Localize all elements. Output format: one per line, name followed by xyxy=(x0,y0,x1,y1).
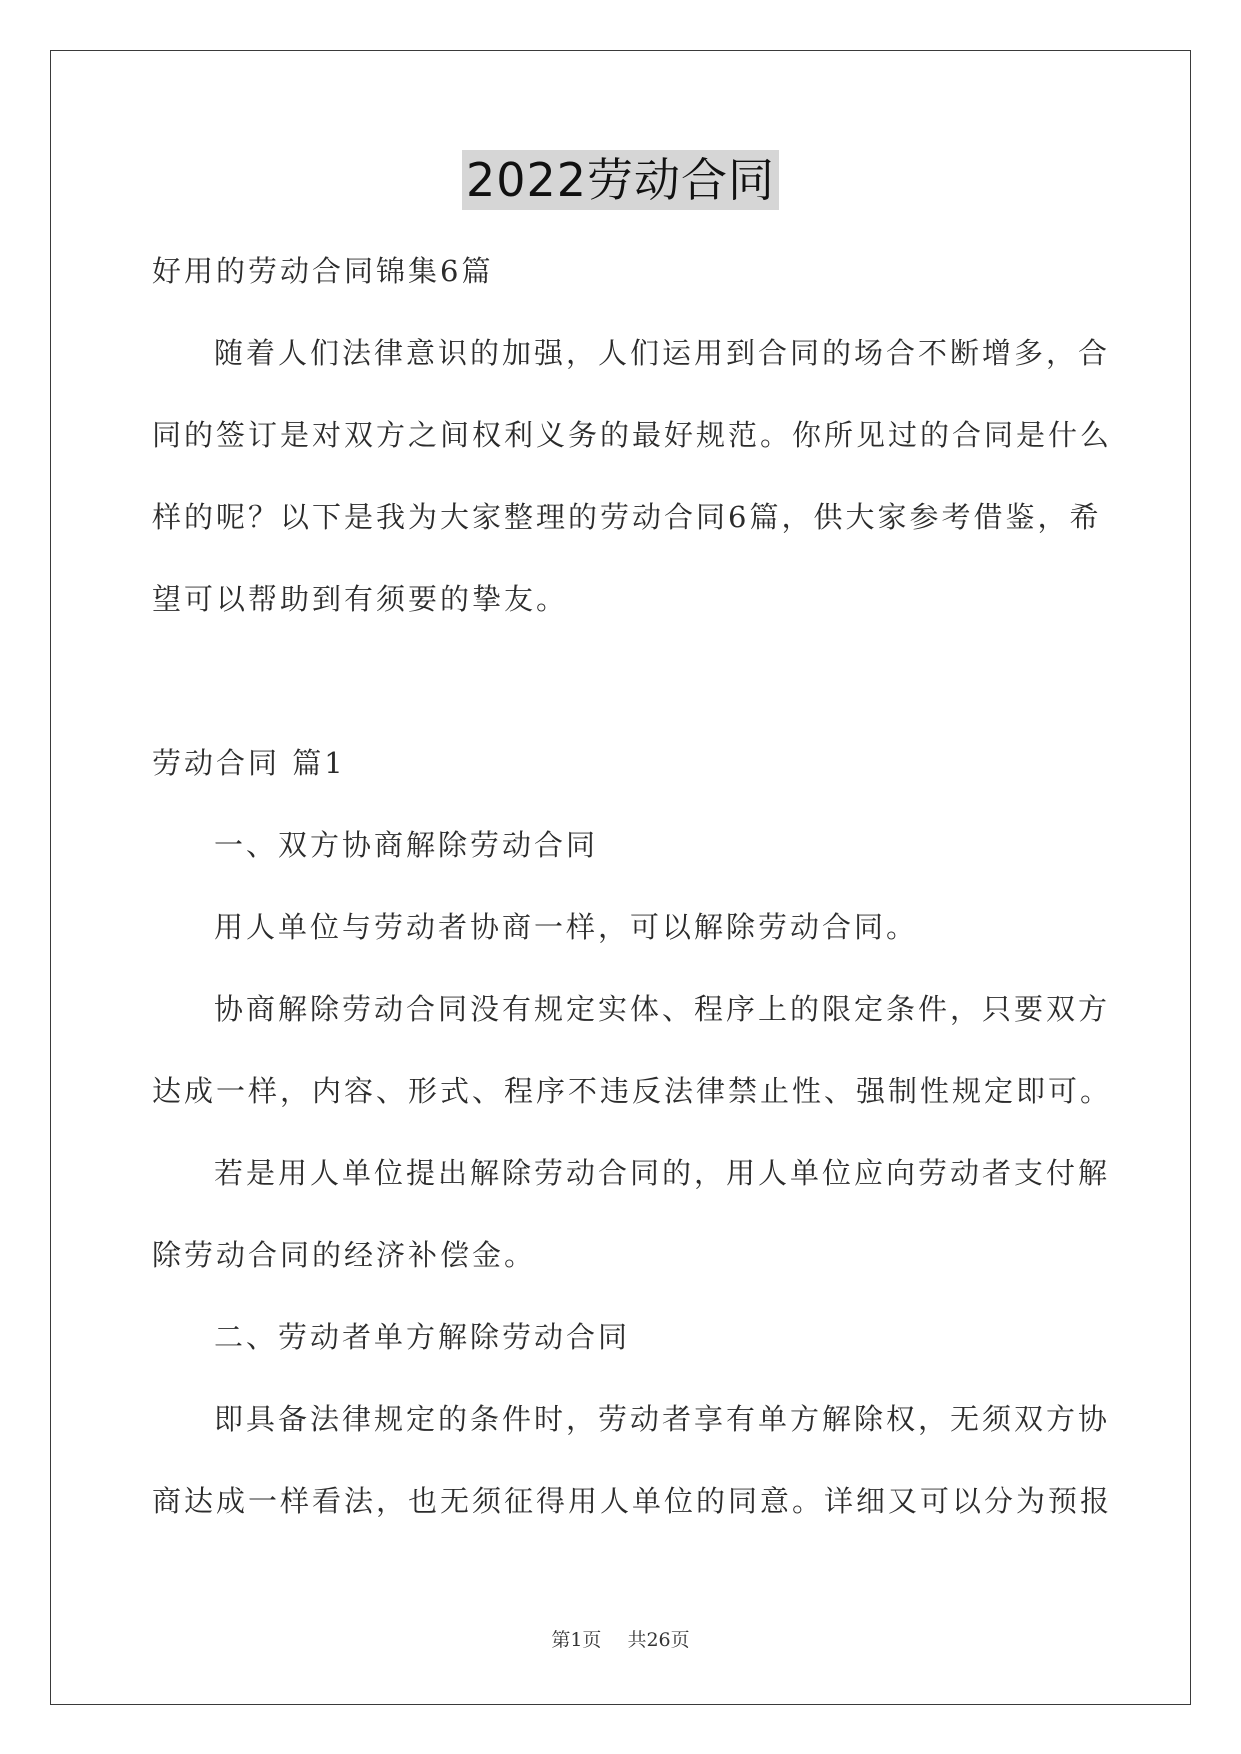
page-total: 共26页 xyxy=(627,1629,690,1651)
clause-heading: 二、劳动者单方解除劳动合同 xyxy=(214,1320,631,1354)
clause-heading: 一、双方协商解除劳动合同 xyxy=(214,828,599,862)
paragraph-line: 若是用人单位提出解除劳动合同的，用人单位应向劳动者支付解 xyxy=(214,1156,1111,1190)
title-container xyxy=(0,150,1241,210)
paragraph-line: 样的呢？以下是我为大家整理的劳动合同6篇，供大家参考借鉴，希 xyxy=(152,500,1102,534)
paragraph-line: 望可以帮助到有须要的挚友。 xyxy=(152,582,569,616)
paragraph-line: 用人单位与劳动者协商一样，可以解除劳动合同。 xyxy=(214,910,919,944)
paragraph-line: 同的签订是对双方之间权利义务的最好规范。你所见过的合同是什么 xyxy=(152,418,1113,452)
paragraph-line: 除劳动合同的经济补偿金。 xyxy=(152,1238,537,1272)
paragraph-line: 即具备法律规定的条件时，劳动者享有单方解除权，无须双方协 xyxy=(214,1402,1111,1436)
document-subtitle: 好用的劳动合同锦集6篇 xyxy=(152,254,494,288)
document-body xyxy=(152,230,1113,1542)
document-title: 2022劳动合同 xyxy=(462,150,779,210)
page-footer xyxy=(0,1625,1241,1652)
paragraph-line: 协商解除劳动合同没有规定实体、程序上的限定条件，只要双方 xyxy=(214,992,1111,1026)
section-heading: 劳动合同 篇1 xyxy=(152,746,346,780)
paragraph-line: 商达成一样看法，也无须征得用人单位的同意。详细又可以分为预报 xyxy=(152,1484,1113,1518)
paragraph-line: 随着人们法律意识的加强，人们运用到合同的场合不断增多，合 xyxy=(214,336,1111,370)
paragraph-line: 达成一样，内容、形式、程序不违反法律禁止性、强制性规定即可。 xyxy=(152,1074,1113,1108)
page-number: 第1页 xyxy=(551,1629,602,1651)
